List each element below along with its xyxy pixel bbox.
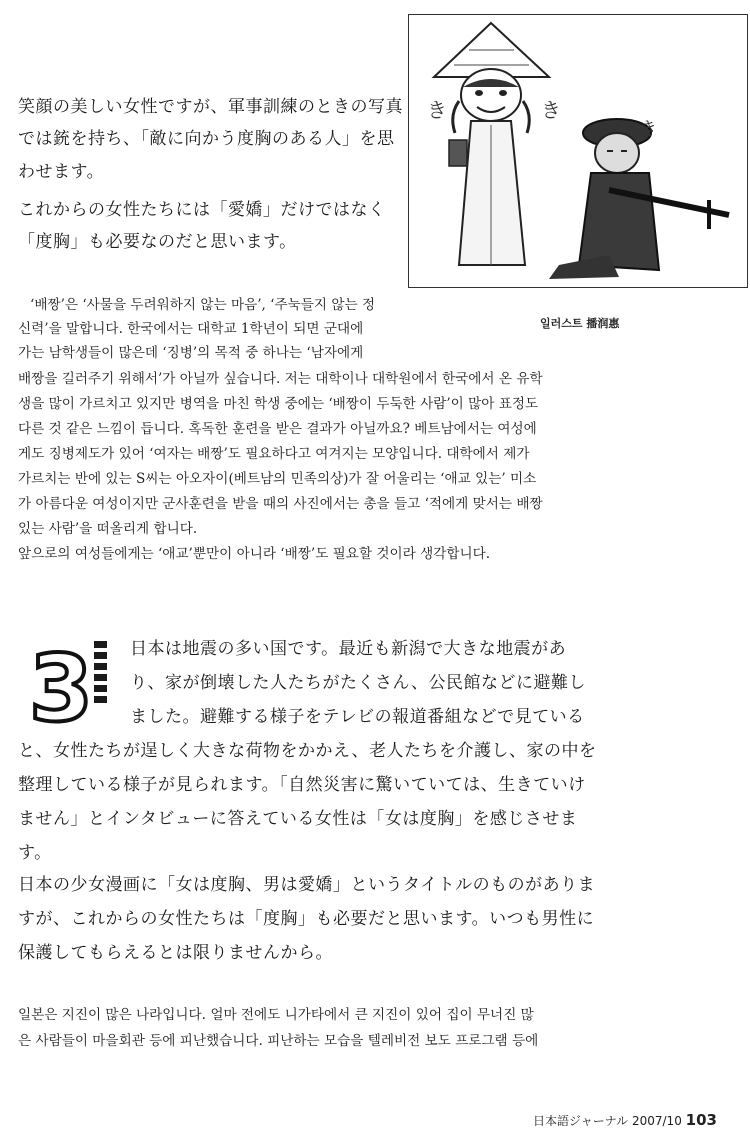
bar-mark <box>94 674 107 681</box>
top-jp-line-2: では銃を持ち、「敵に向かう度胸のある人」を思 <box>18 129 395 149</box>
section3-jp-line-9: すが、これからの女性たちは「度胸」も必要だと思います。いつも男性に <box>18 909 595 929</box>
page-footer <box>533 1111 717 1129</box>
bar-mark <box>94 652 107 659</box>
top-jp-line-3: わせます。 <box>18 162 105 182</box>
bar-mark <box>94 641 107 648</box>
top-jp-line-5: 「度胸」も必要なのだと思います。 <box>18 232 297 252</box>
top-ko-line-6: 다른 것 같은 느낌이 듭니다. 혹독한 훈련을 받은 결과가 아닐까요? 베트남에서는 여성에 <box>18 421 537 437</box>
top-ko-line-3: 가는 남학생들이 많은데 ‘징병’의 목적 중 하나는 ‘남자에게 <box>18 345 364 361</box>
section3-jp-line-8: 日本の少女漫画に「女は度胸、男は愛嬌」というタイトルのものがありま <box>18 875 596 895</box>
bar-mark <box>94 696 107 703</box>
section3-jp-line-1: 日本は地震の多い国です。最近も新潟で大きな地震があ <box>130 639 567 659</box>
section3-ko-line-1: 일본은 지진이 많은 나라입니다. 얼마 전에도 니가타에서 큰 지진이 있어 집이 무너진 많 <box>18 1007 534 1023</box>
top-ko-line-9: 가 아름다운 여성이지만 군사훈련을 받을 때의 사진에서는 총을 들고 ‘적에게 맞서는 배짱 <box>18 496 543 512</box>
section-number-text: 3 <box>28 642 94 732</box>
bar-mark <box>94 685 107 692</box>
page-number: 103 <box>685 1111 717 1129</box>
svg-text:き: き <box>541 98 561 122</box>
illustration-drawing <box>409 15 747 287</box>
top-jp-line-1: 笑顔の美しい女性ですが、軍事訓練のときの写真 <box>18 97 403 117</box>
top-ko-line-4: 배짱을 길러주기 위해서’가 아닐까 싶습니다. 저는 대학이나 대학원에서 한국에서 온 유학 <box>18 371 543 387</box>
top-ko-line-8: 가르치는 반에 있는 S씨는 아오자이(베트남의 민족의상)가 잘 어울리는 ‘애교 있는’ 미소 <box>18 471 537 487</box>
illustration-caption: 일러스트 播润惠 <box>540 317 620 330</box>
top-ko-line-7: 게도 징병제도가 있어 ‘여자는 배짱’도 필요하다고 여겨지는 모양입니다. 대학에서 제가 <box>18 446 530 462</box>
journal-name: 日本語ジャーナル 2007/10 <box>533 1114 682 1128</box>
section3-jp-line-7: す。 <box>18 843 52 863</box>
illustration <box>408 14 748 288</box>
bar-mark <box>94 663 107 670</box>
section-number-3 <box>26 642 96 732</box>
top-ko-line-10: 있는 사람’을 떠올리게 합니다. <box>18 521 198 537</box>
section3-jp-line-10: 保護してもらえるとは限りませんから。 <box>18 943 333 963</box>
section3-jp-line-2: り、家が倒壊した人たちがたくさん、公民館などに避難し <box>130 673 587 693</box>
section3-ko-line-2: 은 사람들이 마을회관 등에 피난했습니다. 피난하는 모습을 텔레비전 보도 프로그램 등에 <box>18 1033 539 1049</box>
top-jp-line-4: これからの女性たちには「愛嬌」だけではなく <box>18 200 386 220</box>
svg-text:き: き <box>639 119 657 140</box>
section3-jp-line-6: ません」とインタビューに答えている女性は「女は度胸」を感じさせま <box>18 809 578 829</box>
section3-jp-line-3: ました。避難する様子をテレビの報道番組などで見ている <box>130 707 585 727</box>
top-ko-line-11: 앞으로의 여성들에게는 ‘애교’뿐만이 아니라 ‘배짱’도 필요할 것이라 생각합니다. <box>18 546 491 562</box>
top-ko-line-2: 신력’을 말합니다. 한국에서는 대학교 1학년이 되면 군대에 <box>18 321 364 337</box>
top-ko-line-5: 생을 많이 가르치고 있지만 병역을 마친 학생 중에는 ‘배짱이 두둑한 사람’이 많아 표정도 <box>18 396 539 412</box>
section3-jp-line-4: と、女性たちが逞しく大きな荷物をかかえ、老人たちを介護し、家の中を <box>18 741 597 761</box>
svg-text:き: き <box>427 98 447 122</box>
section-bar-marks <box>94 641 108 707</box>
section3-jp-line-5: 整理している様子が見られます。「自然災害に驚いていては、生きていけ <box>18 775 586 795</box>
top-ko-line-1: ‘배짱’은 ‘사물을 두려워하지 않는 마음’, ‘주눅들지 않는 정 <box>30 297 376 313</box>
